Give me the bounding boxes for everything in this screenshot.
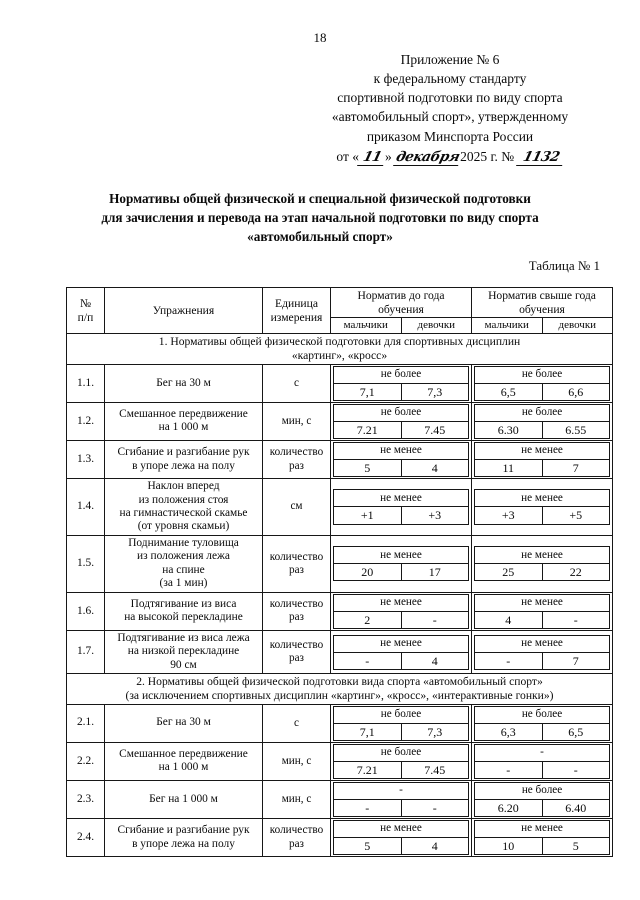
- row-exercise-line: на 1 000 м: [158, 761, 209, 774]
- row-number: 1.6.: [67, 592, 105, 630]
- row-number: 1.2.: [67, 402, 105, 440]
- row-exercise-line: 90 см: [170, 658, 197, 671]
- header-unit-line-2: измерения: [270, 310, 323, 324]
- cell-limit-after: не более: [475, 706, 610, 723]
- cell-girls-after: -: [542, 761, 610, 778]
- cell-group-after: [472, 592, 613, 630]
- header-group-before: [331, 288, 472, 318]
- cell-girls-before: 4: [401, 652, 469, 669]
- row-unit: [263, 704, 331, 742]
- cell-girls-before: 17: [401, 564, 469, 581]
- cell-girls-before: 7.45: [401, 421, 469, 438]
- cell-limit-before: не более: [334, 366, 469, 383]
- row-exercise-line: Сгибание и разгибание рук: [117, 446, 250, 459]
- header-girls-before: девочки: [401, 318, 472, 334]
- cell-boys-before: 5: [334, 838, 402, 855]
- handwritten-order-number: 1132: [516, 151, 566, 166]
- cell-girls-after: 5: [542, 838, 610, 855]
- row-unit: [263, 630, 331, 673]
- row-unit: [263, 535, 331, 592]
- cell-boys-after: +3: [475, 507, 543, 524]
- page-number: 18: [313, 30, 327, 45]
- cell-girls-before: 4: [401, 459, 469, 476]
- norms-table-wrapper: [66, 287, 612, 857]
- row-unit-line: мин, с: [281, 792, 312, 805]
- row-exercise: [105, 780, 263, 818]
- row-unit-line: см: [290, 500, 303, 513]
- cell-group-after: [472, 479, 613, 536]
- header-unit-line-1: Единица: [275, 296, 318, 310]
- row-exercise-line: Бег на 30 м: [156, 376, 211, 389]
- cell-boys-before: 7.21: [334, 421, 402, 438]
- approval-line-5: приказом Минспорта России: [366, 128, 534, 144]
- cell-girls-after: +5: [542, 507, 610, 524]
- row-exercise-line: Наклон вперед: [147, 480, 220, 493]
- row-unit-line: раз: [289, 611, 304, 624]
- row-exercise-line: (от уровня скамьи): [137, 520, 230, 533]
- row-exercise-line: Смешанное передвижение: [119, 747, 248, 760]
- cell-girls-after: 6.55: [542, 421, 610, 438]
- cell-girls-after: 6.40: [542, 799, 610, 816]
- date-prefix: от «: [336, 148, 360, 164]
- header-number-line-2: п/п: [77, 310, 94, 324]
- cell-group-before: [331, 535, 472, 592]
- row-exercise-line: Бег на 30 м: [156, 716, 211, 729]
- cell-group-after: [472, 819, 613, 857]
- cell-group-before: [331, 704, 472, 742]
- table-row: [67, 704, 613, 742]
- cell-limit-after: не более: [475, 366, 610, 383]
- header-group-after-line-2: обучения: [519, 302, 565, 316]
- table-section-header-cell: [67, 674, 613, 704]
- table-section-header-line-2: (за исключением спортивных дисциплин «картинг», «кросс», «интерактивные гонки»): [125, 688, 554, 702]
- cell-limit-after: не менее: [475, 821, 610, 838]
- cell-girls-before: 7,3: [401, 383, 469, 400]
- cell-limit-after: не более: [475, 782, 610, 799]
- cell-limit-before: не менее: [334, 594, 469, 611]
- row-exercise: [105, 535, 263, 592]
- cell-limit-after: не менее: [475, 490, 610, 507]
- row-number: 1.3.: [67, 440, 105, 478]
- row-unit: [263, 819, 331, 857]
- table-row: [67, 630, 613, 673]
- row-number: 2.3.: [67, 780, 105, 818]
- header-boys-after: мальчики: [472, 318, 543, 334]
- cell-boys-after: 11: [475, 459, 543, 476]
- row-exercise: [105, 402, 263, 440]
- table-section-header-line-2: «картинг», «кросс»: [291, 348, 388, 362]
- cell-limit-before: не более: [334, 404, 469, 421]
- row-exercise-line: Подтягивание из виса: [130, 597, 237, 610]
- cell-boys-before: 7,1: [334, 383, 402, 400]
- table-body: [67, 334, 613, 857]
- cell-group-before: [331, 402, 472, 440]
- header-exercise: Упражнения: [105, 288, 263, 334]
- date-year: 2025 г. №: [460, 148, 515, 164]
- cell-group-after: [472, 742, 613, 780]
- cell-boys-after: 25: [475, 564, 543, 581]
- table-section-header-line-1: 2. Нормативы общей физической подготовки вида спорта «автомобильный спорт»: [136, 675, 543, 689]
- row-exercise: [105, 479, 263, 536]
- row-unit-line: раз: [289, 459, 304, 472]
- cell-boys-after: 10: [475, 838, 543, 855]
- table-row: [67, 479, 613, 536]
- row-exercise: [105, 364, 263, 402]
- cell-boys-after: 6.30: [475, 421, 543, 438]
- table-row: [67, 592, 613, 630]
- cell-limit-before: не менее: [334, 490, 469, 507]
- cell-girls-before: -: [401, 799, 469, 816]
- table-section-header: [67, 674, 613, 704]
- row-exercise-line: из положения стоя: [138, 493, 229, 506]
- cell-boys-before: 7,1: [334, 723, 402, 740]
- row-exercise: [105, 704, 263, 742]
- header-group-before-line-1: Норматив до года: [357, 289, 445, 302]
- cell-group-before: [331, 479, 472, 536]
- cell-limit-before: не более: [334, 744, 469, 761]
- cell-boys-after: 6,3: [475, 723, 543, 740]
- cell-group-after: [472, 704, 613, 742]
- cell-girls-after: 7: [542, 459, 610, 476]
- row-number: 1.4.: [67, 479, 105, 536]
- cell-girls-after: 6,5: [542, 723, 610, 740]
- row-unit-line: количество: [269, 446, 324, 459]
- row-unit: [263, 479, 331, 536]
- cell-group-before: [331, 780, 472, 818]
- cell-girls-before: -: [401, 611, 469, 628]
- handwritten-month: декабря: [394, 148, 462, 165]
- cell-group-after: [472, 630, 613, 673]
- row-exercise-line: на гимнастической скамье: [119, 507, 248, 520]
- cell-boys-before: +1: [334, 507, 402, 524]
- row-unit: [263, 402, 331, 440]
- table-row: [67, 535, 613, 592]
- row-unit: [263, 364, 331, 402]
- row-exercise-line: Поднимание туловища: [128, 536, 239, 549]
- cell-group-before: [331, 630, 472, 673]
- row-unit-line: раз: [289, 652, 304, 665]
- row-exercise-line: в упоре лежа на полу: [132, 837, 235, 850]
- table-row: [67, 780, 613, 818]
- approval-line-3: спортивной подготовки по виду спорта: [337, 90, 563, 106]
- cell-limit-after: не более: [475, 404, 610, 421]
- cell-limit-before: не менее: [334, 547, 469, 564]
- cell-boys-after: -: [475, 652, 543, 669]
- table-section-header-line-1: 1. Нормативы общей физической подготовки для спортивных дисциплин: [158, 335, 521, 349]
- row-number: 2.1.: [67, 704, 105, 742]
- table-row: [67, 819, 613, 857]
- table-head: [67, 288, 613, 334]
- cell-girls-before: +3: [401, 507, 469, 524]
- row-exercise: [105, 742, 263, 780]
- cell-girls-before: 4: [401, 838, 469, 855]
- header-number-line-1: №: [79, 296, 92, 310]
- header-number: [67, 288, 105, 334]
- cell-limit-after: не менее: [475, 547, 610, 564]
- header-unit: [263, 288, 331, 334]
- cell-boys-before: 7.21: [334, 761, 402, 778]
- cell-girls-after: -: [542, 611, 610, 628]
- cell-limit-after: не менее: [475, 594, 610, 611]
- cell-group-after: [472, 440, 613, 478]
- cell-boys-after: 4: [475, 611, 543, 628]
- row-unit: [263, 780, 331, 818]
- document-title-line-1: Нормативы общей физической и специальной физической подготовки: [109, 191, 531, 206]
- cell-girls-before: 7,3: [401, 723, 469, 740]
- row-number: 1.7.: [67, 630, 105, 673]
- row-exercise-line: в упоре лежа на полу: [132, 459, 235, 472]
- header-girls-after: девочки: [542, 318, 613, 334]
- row-exercise: [105, 440, 263, 478]
- row-number: 2.4.: [67, 819, 105, 857]
- cell-limit-after: -: [475, 744, 610, 761]
- cell-limit-before: не менее: [334, 442, 469, 459]
- row-number: 2.2.: [67, 742, 105, 780]
- row-exercise-line: Подтягивание из виса лежа: [117, 631, 250, 644]
- cell-group-before: [331, 592, 472, 630]
- cell-boys-before: 2: [334, 611, 402, 628]
- row-unit-line: количество: [269, 824, 324, 837]
- cell-girls-before: 7.45: [401, 761, 469, 778]
- row-exercise-line: на 1 000 м: [158, 421, 209, 434]
- table-row: [67, 402, 613, 440]
- row-unit: [263, 440, 331, 478]
- header-group-before-line-2: обучения: [378, 302, 424, 316]
- date-quote: »: [385, 148, 392, 164]
- approval-line-4: «автомобильный спорт», утвержденному: [331, 109, 569, 125]
- row-unit: [263, 742, 331, 780]
- cell-girls-after: 6,6: [542, 383, 610, 400]
- row-exercise: [105, 630, 263, 673]
- cell-group-before: [331, 819, 472, 857]
- cell-limit-before: -: [334, 782, 469, 799]
- table-section-header: [67, 334, 613, 364]
- approval-line-1: Приложение № 6: [400, 52, 500, 67]
- table-header-row-top: [67, 288, 613, 318]
- table-row: [67, 364, 613, 402]
- document-title-line-3: «автомобильный спорт»: [247, 229, 393, 245]
- document-title: [60, 189, 580, 246]
- row-unit-line: с: [294, 376, 299, 389]
- row-unit-line: раз: [289, 563, 304, 576]
- row-exercise-line: на низкой перекладине: [127, 645, 240, 658]
- approval-block: [300, 50, 600, 166]
- row-exercise-line: на высокой перекладине: [124, 611, 243, 624]
- cell-limit-before: не менее: [334, 635, 469, 652]
- cell-group-after: [472, 535, 613, 592]
- cell-boys-before: -: [334, 799, 402, 816]
- cell-girls-after: 7: [542, 652, 610, 669]
- row-number: 1.1.: [67, 364, 105, 402]
- row-unit-line: количество: [269, 638, 324, 651]
- cell-group-after: [472, 780, 613, 818]
- header-boys-before: мальчики: [331, 318, 402, 334]
- row-exercise: [105, 819, 263, 857]
- table-caption: Таблица № 1: [528, 258, 600, 273]
- table-row: [67, 742, 613, 780]
- table-section-header-cell: [67, 334, 613, 364]
- cell-boys-after: 6,5: [475, 383, 543, 400]
- approval-line-2: к федеральному стандарту: [373, 71, 527, 87]
- row-unit-line: количество: [269, 598, 324, 611]
- cell-group-after: [472, 402, 613, 440]
- row-exercise-line: Смешанное передвижение: [119, 407, 248, 420]
- row-unit-line: раз: [289, 837, 304, 850]
- norms-table: [66, 287, 613, 857]
- row-exercise: [105, 592, 263, 630]
- row-exercise-line: (за 1 мин): [159, 577, 208, 590]
- header-group-after: [472, 288, 613, 318]
- row-exercise-line: Бег на 1 000 м: [149, 792, 218, 805]
- cell-limit-after: не менее: [475, 442, 610, 459]
- header-group-after-line-1: Норматив свыше года: [488, 289, 596, 302]
- row-unit-line: количество: [269, 550, 324, 563]
- cell-boys-after: 6.20: [475, 799, 543, 816]
- cell-boys-before: 20: [334, 564, 402, 581]
- row-exercise-line: Сгибание и разгибание рук: [117, 824, 250, 837]
- table-row: [67, 440, 613, 478]
- cell-girls-after: 22: [542, 564, 610, 581]
- row-exercise-line: на спине: [162, 563, 205, 576]
- cell-group-after: [472, 364, 613, 402]
- cell-boys-before: -: [334, 652, 402, 669]
- cell-group-before: [331, 742, 472, 780]
- approval-date-line: [300, 147, 600, 166]
- row-unit: [263, 592, 331, 630]
- row-unit-line: мин, с: [281, 754, 312, 767]
- handwritten-day: 11: [357, 151, 387, 166]
- row-number: 1.5.: [67, 535, 105, 592]
- cell-group-before: [331, 364, 472, 402]
- cell-limit-before: не менее: [334, 821, 469, 838]
- cell-limit-before: не более: [334, 706, 469, 723]
- cell-group-before: [331, 440, 472, 478]
- row-exercise-line: из положения лежа: [137, 550, 230, 563]
- document-title-line-2: для зачисления и перевода на этап начальной подготовки по виду спорта: [101, 210, 539, 226]
- row-unit-line: мин, с: [281, 414, 312, 427]
- cell-limit-after: не менее: [475, 635, 610, 652]
- cell-boys-before: 5: [334, 459, 402, 476]
- cell-boys-after: -: [475, 761, 543, 778]
- row-unit-line: с: [294, 716, 299, 729]
